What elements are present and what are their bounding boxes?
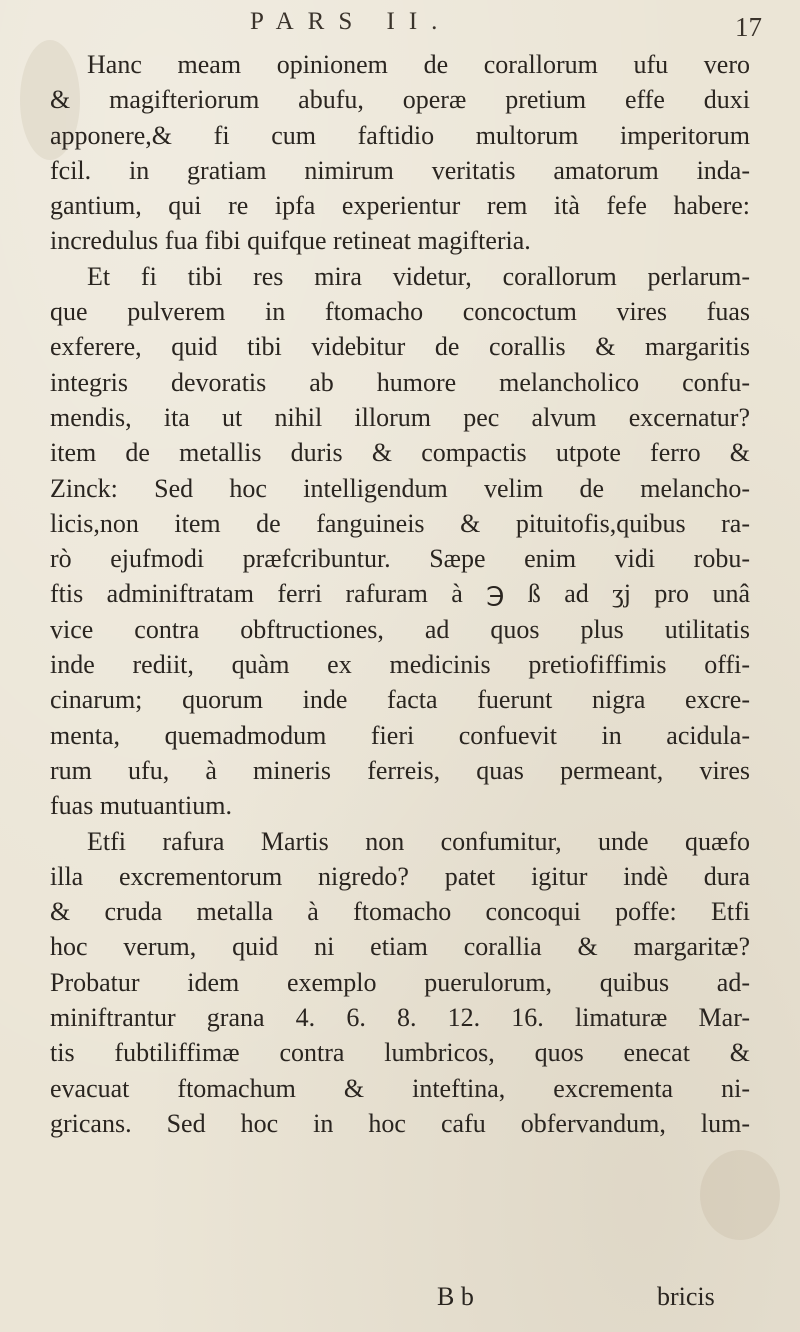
text-line: mendis, ita ut nihil illorum pec alvum excernatur? (50, 402, 750, 432)
text-line: inde rediit, quàm ex medicinis pretiofiffimis offi- (50, 650, 750, 680)
text-line: que pulverem in ftomacho concoctum vires fuas (50, 297, 750, 327)
text-line: incredulus fua fibi quifque retineat magifteria. (50, 226, 531, 256)
text-line: gricans. Sed hoc in hoc cafu obfervandum, lum- (50, 1108, 750, 1138)
text-line: & magifteriorum abufu, operæ pretium effe duxi (50, 85, 750, 115)
text-line: Etfi rafura Martis non confumitur, unde quæfo (87, 826, 750, 856)
text-line: Zinck: Sed hoc intelligendum velim de melancho- (50, 473, 750, 503)
page-number: 17 (735, 12, 762, 42)
body-text (50, 47, 750, 1141)
text-line: Probatur idem exemplo puerulorum, quibus ad- (50, 967, 750, 997)
signature-mark: B b (437, 1282, 474, 1311)
text-line: ftis adminiftratam ferri rafuram à ℈ ß ad ʒj pro unâ (50, 579, 750, 609)
text-line: apponere,& fi cum faftidio multorum imperitorum (50, 120, 750, 150)
text-line: illa excrementorum nigredo? patet igitur indè dura (50, 861, 750, 891)
text-line: rum ufu, à mineris ferreis, quas permeant, vires (50, 755, 750, 785)
text-line: cinarum; quorum inde facta fuerunt nigra excre- (50, 685, 750, 715)
text-line: fcil. in gratiam nimirum veritatis amatorum inda- (50, 155, 750, 185)
text-line: licis,non item de fanguineis & pituitofis,quibus ra- (50, 508, 750, 538)
text-line: & cruda metalla à ftomacho concoqui poffe: Etfi (50, 897, 750, 927)
text-line: exferere, quid tibi videbitur de corallis & margaritis (50, 332, 750, 362)
text-line: Hanc meam opinionem de corallorum ufu vero (87, 50, 750, 79)
catchword: bricis (657, 1282, 715, 1311)
text-line: fuas mutuantium. (50, 791, 232, 821)
text-line: miniftrantur grana 4. 6. 8. 12. 16. limaturæ Mar- (50, 1003, 750, 1033)
text-line: menta, quemadmodum fieri confuevit in acidula- (50, 720, 750, 750)
text-line: integris devoratis ab humore melancholico confu- (50, 367, 750, 397)
paper-stain (700, 1150, 780, 1240)
text-line: rò ejufmodi præfcribuntur. Sæpe enim vidi robu- (50, 544, 750, 574)
text-line: tis fubtiliffimæ contra lumbricos, quos enecat & (50, 1038, 750, 1068)
text-line: gantium, qui re ipfa experientur rem ità fefe habere: (50, 191, 750, 221)
text-line: evacuat ftomachum & inteftina, excrementa ni- (50, 1073, 750, 1103)
text-line: vice contra obftructiones, ad quos plus utilitatis (50, 614, 750, 644)
running-head: PARS II. (250, 8, 452, 35)
page-header (0, 6, 800, 46)
text-line: item de metallis duris & compactis utpote ferro & (50, 438, 750, 468)
page-footer (0, 1282, 800, 1322)
text-line: Et fi tibi res mira videtur, corallorum perlarum- (87, 261, 750, 291)
text-line: hoc verum, quid ni etiam corallia & margaritæ? (50, 932, 750, 962)
